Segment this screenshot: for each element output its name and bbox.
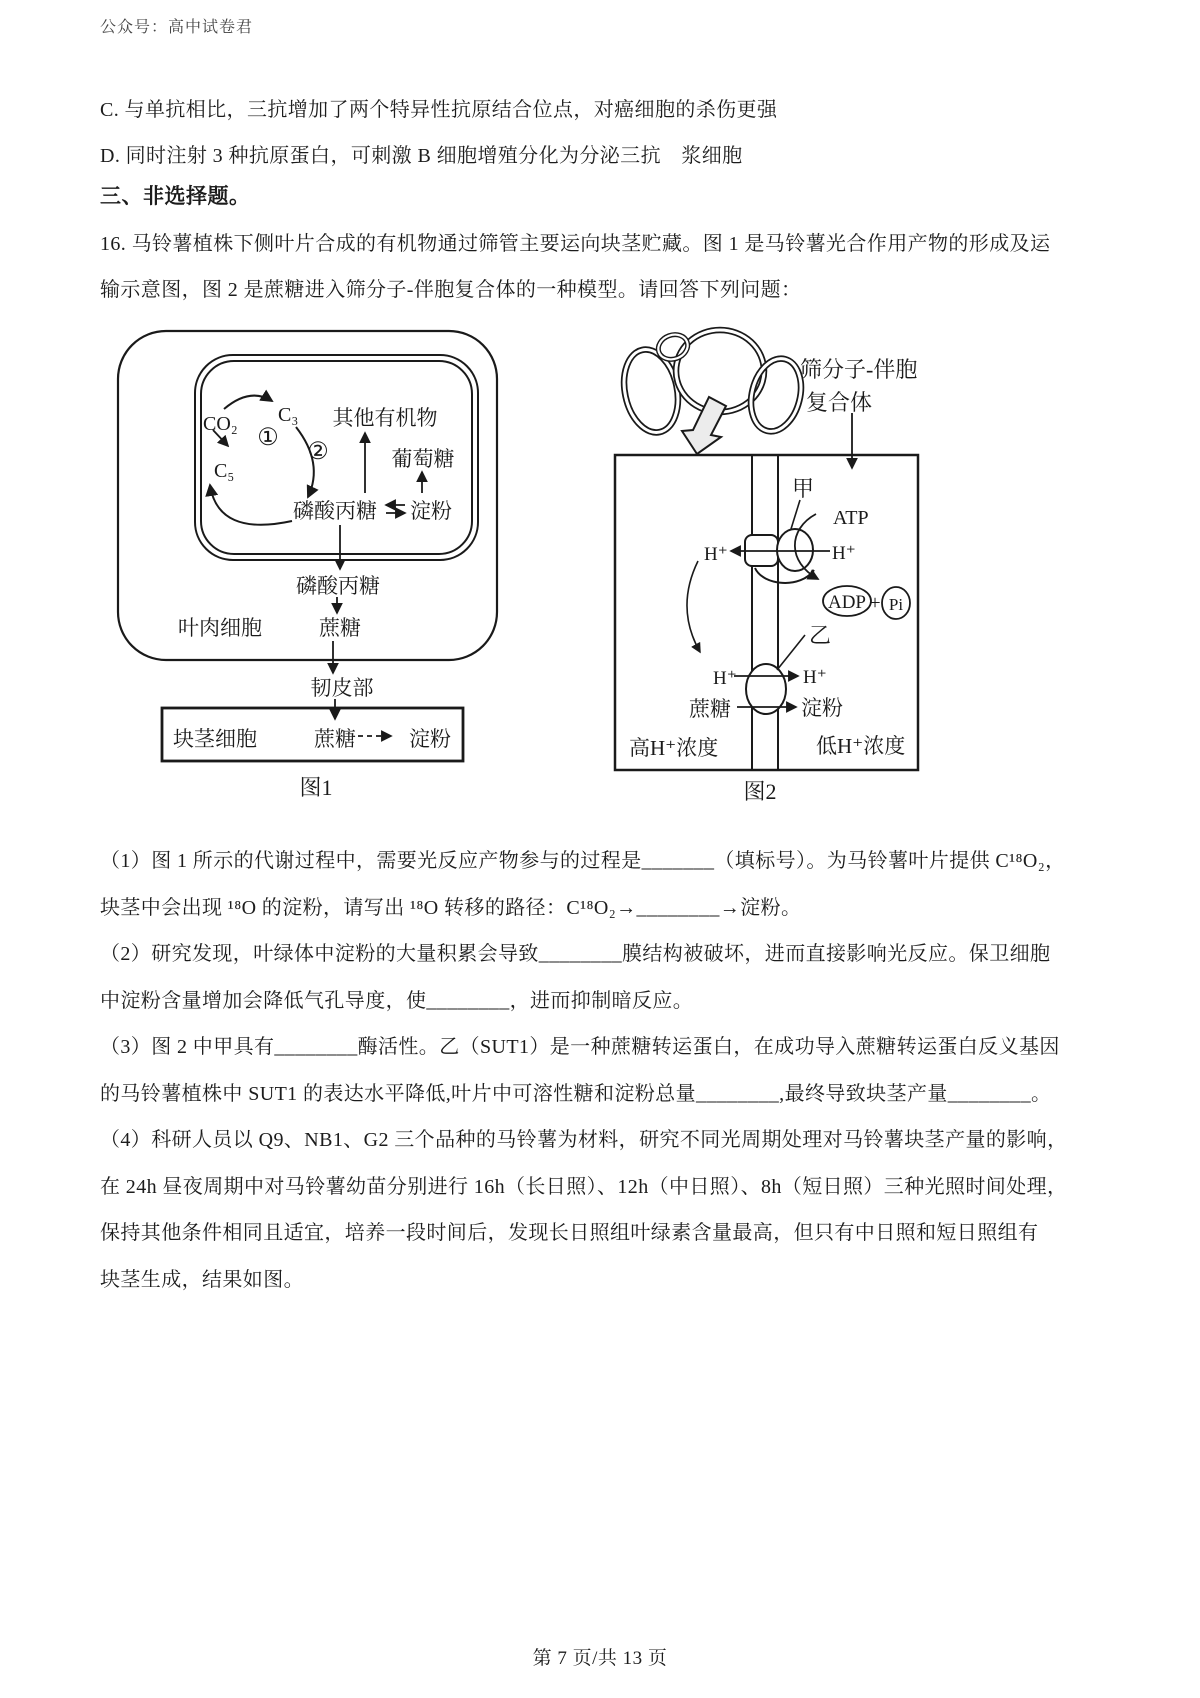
fig2-starch-label: 淀粉 xyxy=(801,696,843,720)
fig1-other-organics-label: 其他有机物 xyxy=(332,406,438,430)
sub-question-4-line-2: 在 24h 昼夜周期中对马铃薯幼苗分别进行 16h（长日照）、12h（中日照）、8h（短日照）三种光照时间处理， xyxy=(100,1176,1068,1198)
fig2-high-h-label: 高H⁺浓度 xyxy=(629,736,719,760)
fig2-sucrose-label: 蔗糖 xyxy=(689,697,731,721)
fig2-atp-label: ATP xyxy=(833,507,869,529)
fig1-starch-inner-label: 淀粉 xyxy=(410,499,452,523)
fig2-complex-label-line2: 复合体 xyxy=(806,390,873,415)
fig1-sucrose-label: 蔗糖 xyxy=(319,616,361,640)
page-number-footer: 第 7 页/共 13 页 xyxy=(532,1648,668,1669)
fig1-step1-label: ① xyxy=(257,425,279,451)
fig1-sucrose-tuber-label: 蔗糖 xyxy=(314,727,356,751)
fig2-h-bottom-left: H⁺ xyxy=(713,668,737,689)
figures-area xyxy=(100,303,960,813)
fig2-pi-label: Pi xyxy=(888,595,904,614)
sub-question-2-line-2: 中淀粉含量增加会降低气孔导度，使________，进而抑制暗反应。 xyxy=(100,990,694,1012)
figure-2-diagram xyxy=(615,330,918,804)
fig1-tuber-cell-label: 块茎细胞 xyxy=(173,727,257,751)
fig1-caption: 图1 xyxy=(299,775,333,800)
jia-pointer-line xyxy=(791,500,800,529)
companion-cell-cluster-illustration xyxy=(617,330,808,454)
fig1-co2-label: CO₂ xyxy=(203,413,238,435)
fig1-step2-label: ② xyxy=(307,439,329,465)
zoom-in-arrow xyxy=(682,397,726,454)
fig1-mesophyll-label: 叶肉细胞 xyxy=(178,616,262,640)
fig1-c3-label: C₃ xyxy=(278,404,299,426)
yi-pointer-line xyxy=(777,635,805,670)
sub-question-1-line-1: （1）图 1 所示的代谢过程中，需要光反应产物参与的过程是_______（填标号）。为马铃薯叶片提供 C¹⁸O₂， xyxy=(100,850,1066,872)
question-16-intro-line-2: 输示意图，图 2 是蔗糖进入筛分子-伴胞复合体的一种模型。请回答下列问题： xyxy=(100,279,802,301)
figures-svg xyxy=(100,303,960,813)
fig1-triose-outer-label: 磷酸丙糖 xyxy=(296,574,380,598)
triose-to-c5-arc-arrow xyxy=(210,485,292,525)
sub-question-3-line-2: 的马铃薯植株中 SUT1 的表达水平降低,叶片中可溶性糖和淀粉总量________,最终导致块茎产量________。 xyxy=(100,1083,1052,1105)
c5-to-c3-arc-arrow xyxy=(224,396,272,409)
sub-question-2-line-1: （2）研究发现，叶绿体中淀粉的大量积累会导致________膜结构被破坏，进而直接影响光反应。保卫细胞 xyxy=(100,943,1051,965)
fig1-triose-inner-label: 磷酸丙糖 xyxy=(293,499,377,523)
h-gradient-curve-arrow xyxy=(687,561,700,652)
fig2-complex-label-line1: 筛分子-伴胞 xyxy=(800,357,918,382)
fig1-glucose-label: 葡萄糖 xyxy=(391,447,455,471)
sub-question-3-line-1: （3）图 2 中甲具有________酶活性。乙（SUT1）是一种蔗糖转运蛋白，在成功导入蔗糖转运蛋白反义基因 xyxy=(100,1036,1060,1058)
page-header-watermark: 公众号：高中试卷君 xyxy=(100,19,254,36)
fig1-starch-tuber-label: 淀粉 xyxy=(409,727,451,751)
fig2-h-bottom-right: H⁺ xyxy=(803,667,827,688)
fig2-adp-label: ADP xyxy=(827,592,867,613)
figure-1-diagram xyxy=(118,331,497,800)
sub-question-1-line-2: 块茎中会出现 ¹⁸O 的淀粉，请写出 ¹⁸O 转移的路径：C¹⁸O₂→________→淀粉。 xyxy=(100,897,802,919)
sub-question-4-line-1: （4）科研人员以 Q9、NB1、G2 三个品种的马铃薯为材料，研究不同光周期处理对马铃薯块茎产量的影响， xyxy=(100,1129,1068,1151)
section-heading: 三、非选择题。 xyxy=(100,184,251,208)
fig1-c5-label: C₅ xyxy=(214,460,235,482)
sub-question-4-line-4: 块茎生成，结果如图。 xyxy=(100,1269,304,1291)
fig2-low-h-label: 低H⁺浓度 xyxy=(816,734,906,758)
mesophyll-cell-outline xyxy=(118,331,497,660)
option-c-line: C. 与单抗相比，三抗增加了两个特异性抗原结合位点，对癌细胞的杀伤更强 xyxy=(100,99,778,121)
fig2-caption: 图2 xyxy=(743,779,777,804)
fig2-h-top-left: H⁺ xyxy=(704,544,728,565)
option-d-line: D. 同时注射 3 种抗原蛋白，可刺激 B 细胞增殖分化为分泌三抗 浆细胞 xyxy=(100,145,743,167)
sub-question-4-line-3: 保持其他条件相同且适宜，培养一段时间后，发现长日照组叶绿素含量最高，但只有中日照和短日照组有 xyxy=(100,1222,1039,1244)
question-16-intro-line-1: 16. 马铃薯植株下侧叶片合成的有机物通过筛管主要运向块茎贮藏。图 1 是马铃薯光合作用产物的形成及运 xyxy=(100,233,1051,255)
fig1-phloem-label: 韧皮部 xyxy=(310,676,374,700)
fig2-protein-yi-label: 乙 xyxy=(809,623,832,648)
fig2-h-top-right: H⁺ xyxy=(832,543,856,564)
fig2-plus-sign: + xyxy=(869,592,881,614)
fig2-protein-jia-label: 甲 xyxy=(791,476,815,501)
